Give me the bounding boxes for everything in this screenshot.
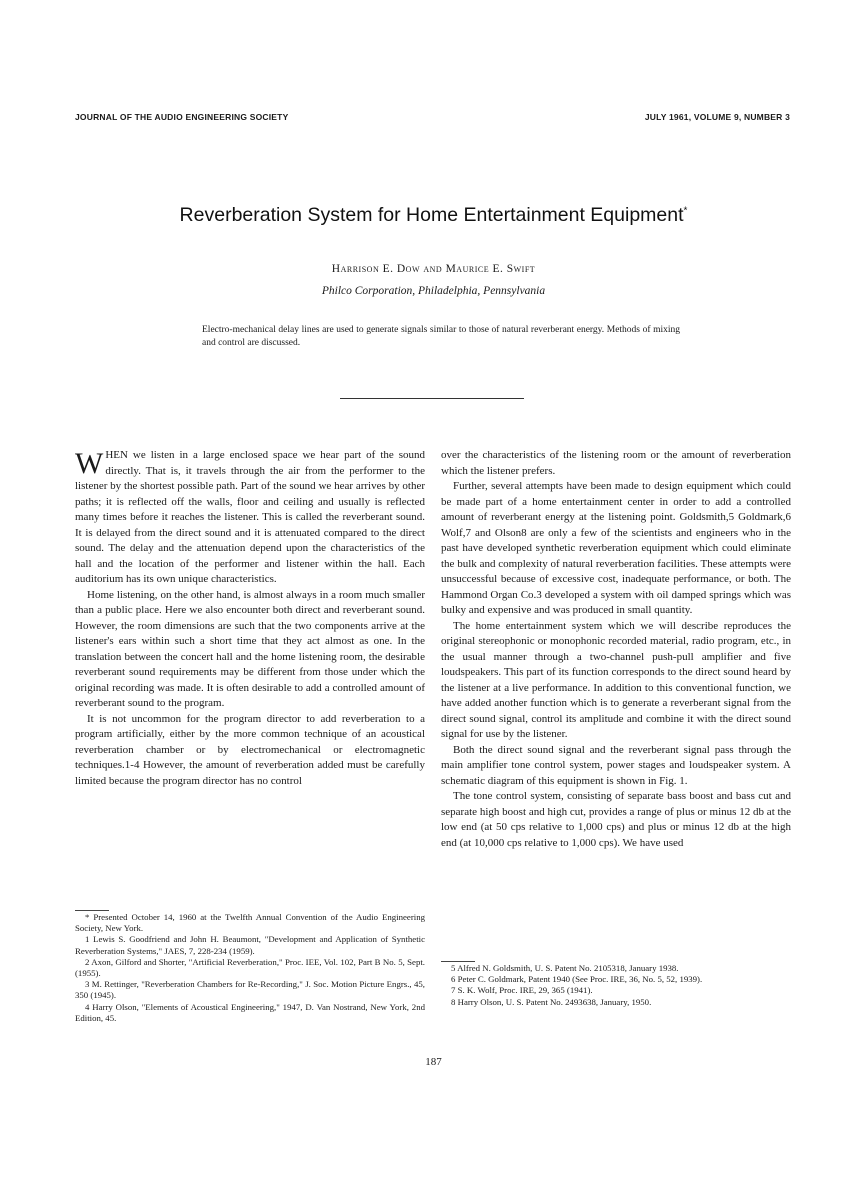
issue-header: JULY 1961, VOLUME 9, NUMBER 3: [644, 112, 790, 122]
paragraph: Home listening, on the other hand, is almost always in a room much smaller than a public place. Here we also encounter both direct and reverberant sound. However, the room dimensions are such that the two components arrive at the listener's ears within such a short time that they act almost as one. In the translation between the concert hall and the home listening room, the desirable reverberant sound requirements may be different from those under which the original recording was made. It is often desirable to add a controlled amount of reverberant sound to the program.: [75, 588, 425, 709]
footnote: * Presented October 14, 1960 at the Twelfth Annual Convention of the Audio Engineering Society, New York.: [75, 912, 425, 934]
abstract: Electro-mechanical delay lines are used to generate signals similar to those of natural reverberant energy. Methods of mixing and control are discussed.: [202, 325, 680, 348]
paragraph: [75, 448, 425, 588]
footnote: 6 Peter C. Goldmark, Patent 1940 (See Proc. IRE, 36, No. 5, 52, 1939).: [451, 974, 703, 985]
paragraph: Both the direct sound signal and the reverberant signal pass through the main amplifier tone control system, power stages and loudspeaker system. A schematic diagram of this equipment is shown in Fig. 1.: [441, 743, 791, 787]
footnote-rule: [441, 961, 475, 962]
paragraph: The tone control system, consisting of separate bass boost and bass cut and separate high boost and high cut, provides a range of plus or minus 12 db at the low end (at 50 cps relative to 1,000 cps) and plus or minus 12 db at the high end (at 10,000 cps relative to 1,000 cps). We have used: [441, 790, 791, 849]
title-footnote-mark: *: [683, 205, 688, 217]
footnote: 2 Axon, Gilford and Shorter, "Artificial Reverberation," Proc. IEE, Vol. 102, Part B No. 5, Sept. (1955).: [75, 956, 425, 979]
footnote: 5 Alfred N. Goldsmith, U. S. Patent No. 2105318, January 1938.: [451, 963, 679, 973]
section-divider: [340, 398, 524, 399]
page-number: 187: [425, 1056, 442, 1068]
footnote: 3 M. Rettinger, "Reverberation Chambers for Re-Recording," J. Soc. Motion Picture Engrs., 45, 350 (1945).: [75, 979, 425, 1001]
title-text: Reverberation System for Home Entertainment Equipment: [179, 204, 684, 226]
paper-title: [0, 204, 867, 227]
footnotes-right: [441, 963, 791, 1008]
paragraph: over the characteristics of the listening room or the amount of reverberation which the listener prefers.: [441, 449, 791, 477]
body-column-right: [441, 448, 791, 851]
affiliation: Philco Corporation, Philadelphia, Pennsylvania: [321, 285, 546, 297]
drop-cap: W: [75, 447, 104, 480]
authors: Harrison E. Dow and Maurice E. Swift: [331, 263, 536, 275]
footnotes-left: [75, 912, 425, 1024]
footnote: 8 Harry Olson, U. S. Patent No. 2493638, January, 1950.: [451, 996, 652, 1007]
paragraph: Further, several attempts have been made to design equipment which could be made part of a home entertainment center in order to add a controlled amount of reverberant energy at the listening point. Goldsmith,5 Goldmark,6 Wolf,7 and Olson8 are only a few of the scientists and engineers who in the past have developed synthetic reverberation equipment which could eliminate the bulk and complexity of natural reverberation facilities. These attempts were unsuccessful because of excessive cost, inadequate performance, or both. The Hammond Organ Co.3 developed a system with oil damped springs which was bulky and expensive and was produced in small quantity.: [441, 480, 791, 616]
footnote-rule: [75, 910, 109, 911]
paragraph-text: HEN we listen in a large enclosed space we hear part of the sound directly. That is, it travels through the air from the performer to the listener by the shortest possible path. Part of the sound we hear arrives by other paths; it is reflected off the walls, floor and ceiling and usually is reflected many times before it reaches the listener. This is called the reverberant sound. It is delayed from the direct sound and it is attenuated compared to the direct sound. The delay and the attenuation depend upon the characteristics of the hall and the location of the performer and listener within the hall. Each auditorium has its own unique characteristics.: [75, 449, 425, 585]
journal-header: JOURNAL OF THE AUDIO ENGINEERING SOCIETY: [75, 112, 289, 122]
footnote: 4 Harry Olson, "Elements of Acoustical Engineering," 1947, D. Van Nostrand, New York, 2nd Edition, 45.: [75, 1001, 425, 1023]
paragraph: It is not uncommon for the program director to add reverberation to a program artificially, either by the more common technique of an acoustical reverberation chamber or by electromechanical or electromagnetic techniques.1-4 However, the amount of reverberation added must be carefully limited because the program director has no control: [75, 712, 425, 787]
paragraph: The home entertainment system which we will describe reproduces the original stereophonic or monophonic recorded material, radio program, etc., in the usual manner through a two-channel push-pull amplifier and five loudspeakers. This part of its function corresponds to the direct sound heard by the listener at a live performance. In addition to this conventional function, we have added another function which is to generate a reverberant signal from the direct sound signal, control its amplitude and combine it with the direct sound signal for use by the listener.: [441, 619, 791, 740]
footnote: 7 S. K. Wolf, Proc. IRE, 29, 365 (1941).: [451, 985, 593, 996]
footnote: 1 Lewis S. Goodfriend and John H. Beaumont, "Development and Application of Synthetic Reverberation Systems," JAES, 7, 228-234 (1959).: [75, 934, 425, 956]
body-column-left: [75, 448, 425, 789]
